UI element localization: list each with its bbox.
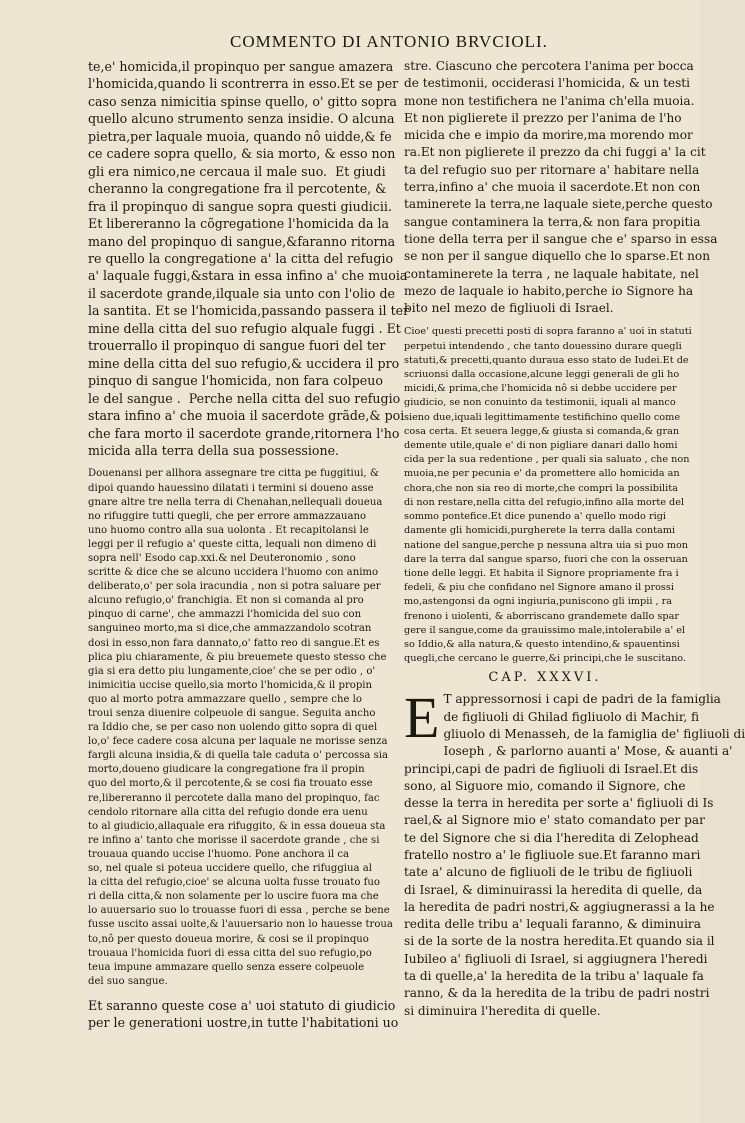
text-line: sopra nell' Esodo cap.xxi.& nel Deuteronomio , sono [88, 552, 356, 564]
text-line: si diminuira l'heredita di quelle. [404, 1003, 601, 1018]
text-line: ta di quelle,a' la heredita de la tribu a' laquale fa [404, 969, 704, 984]
text-line: mano del propinquo di sangue,&faranno ritorna [88, 233, 396, 249]
text-line: Ioseph , & parlorno auanti a' Mose, & auanti a' [443, 744, 733, 759]
text-line: trouerrallo il propinquo di sangue fuori del ter [88, 338, 386, 354]
text-line: terra,infino a' che muoia il sacerdote.Et non con [404, 180, 701, 195]
text-line: pietra,per laquale muoia, quando nô uidde,& fe [88, 128, 392, 144]
text-line: T appressornosi i capi de padri de la famiglia [443, 692, 721, 707]
text-line: cosa certa. Et seuera legge,& giusta si comanda,& gran [404, 425, 680, 437]
text-line: alcuno refugio,o' franchigia. Et non si comanda al pro [88, 595, 364, 607]
right-column [404, 58, 745, 1068]
text-line: ra.Et non piglierete il prezzo da chi fuggi a' la cit [404, 145, 706, 160]
right-commentary-text [404, 325, 692, 666]
left-scripture-text [88, 58, 410, 459]
text-line: trouaua quando uccise l'huomo. Pone anchora il ca [88, 848, 350, 860]
chapter-heading: CAP. XXXVI. [488, 670, 602, 686]
text-line: so Iddio,& alla natura,& questo intendino,& spauentinsi [404, 638, 680, 650]
text-line: di non restare,nella citta del refugio,infino alla morte del [404, 496, 685, 508]
text-line: la santita. Et se l'homicida,passando passera il ter [88, 303, 410, 319]
text-line: fedeli, & piu che confidano nel Signore amano il prossi [404, 582, 674, 594]
text-line: contaminerete la terra , ne laquale habitate, nel [404, 266, 699, 281]
text-line: Cioe' questi precetti posti di sopra faranno a' uoi in statuti [404, 326, 692, 338]
text-line: caso senza nimicitia spinse quello, o' gitto sopra [88, 93, 397, 109]
text-line: pinquo di sangue l'homicida, non fara colpeuo [88, 373, 383, 389]
right-scripture-text [404, 58, 718, 317]
text-line: dipoi quando hauessino dilatati i termini si doueno asse [88, 482, 374, 494]
text-line: quo del morto,& il percotente,& se cosi fia trouato esse [88, 778, 373, 790]
text-line: to,nô per questo doueua morire, & cosi se il propinquo [88, 933, 369, 945]
text-line: dosi in esso,non fara dannato,o' fatto reo di sangue.Et es [88, 637, 380, 649]
text-line: statuti,& precetti,quanto duraua esso stato de Iudei.Et de [404, 354, 689, 366]
text-line: troui senza diuenire colpeuole di sangue. Seguita ancho [88, 708, 376, 720]
text-line: Et saranno queste cose a' uoi statuto di giudicio [88, 997, 396, 1013]
text-line: rael,& al Signore mio e' stato comandato per par [404, 813, 705, 828]
text-line: lo,o' fece cadere cosa alcuna per laquale ne morisse senza [88, 736, 388, 748]
text-line: sono, al Siguore mio, comando il Signore, che [404, 778, 686, 793]
running-title: COMMENTO DI ANTONIO BRVCIOLI. [230, 32, 548, 51]
text-line: damente gli homicidi,purgherete la terra dalla contami [404, 525, 676, 537]
text-line: stara infino a' che muoia il sacerdote grãde,& poi [88, 408, 405, 424]
left-closing-text [88, 997, 399, 1032]
text-line: cendolo ritornare alla citta del refugio donde era uenu [88, 806, 368, 818]
text-line: gnare altre tre nella terra di Chenahan,nellequali doueua [88, 496, 383, 508]
text-line: ri della citta,& non solamente per lo uscire fuora ma che [88, 891, 379, 903]
text-line: quo al morto potra ammazzare quello , sempre che lo [88, 693, 362, 705]
text-line: sieno due,iquali legittimamente testifichino quello come [404, 411, 681, 423]
text-line: so, nel quale si poteua uccidere quello, che rifuggiua al [88, 863, 373, 875]
text-line: il sacerdote grande,ilquale sia unto con l'olio de [88, 285, 396, 301]
text-line: muoia,ne per pecunia e' da promettere allo homicida an [404, 468, 680, 480]
text-line: redita delle tribu a' lequali faranno, & diminuira [404, 917, 701, 932]
text-line: mo,astengonsi da ogni ingiuria,puniscono gli impii , ra [404, 596, 673, 608]
text-line: Douenansi per allhora assegnare tre citta pe fuggitiui, & [88, 468, 379, 480]
text-line: te,e' homicida,il propinquo per sangue amazera [88, 59, 394, 74]
text-line: di Israel, & diminuirassi la heredita di quelle, da [404, 882, 703, 897]
text-line: sanguineo morto,ma si dice,che ammazzandolo scotran [88, 623, 372, 635]
text-line: le del sangue . Perche nella citta del suo refugio [88, 390, 401, 406]
text-line: se non per il sangue diquello che lo sparse.Et non [404, 249, 711, 264]
text-line: perpetui intendendo , che tanto douessino durare quegli [404, 340, 682, 352]
text-line: tione delle leggi. Et habita il Signore propriamente fra i [404, 567, 679, 579]
text-line: per le generationi uostre,in tutte l'habitationi uo [88, 1015, 399, 1031]
text-line: ra Iddio che, se per caso non uolendo gitto sopra di quel [88, 722, 378, 734]
text-line: natione del sangue,perche p nessuna altra uia si puo mon [404, 539, 689, 551]
text-line: uno huomo contro alla sua uolonta . Et recapitolansi le [88, 524, 369, 536]
text-line: quegli,che cercano le guerre,&i principi,che le suscitano. [404, 653, 687, 665]
text-line: l'homicida,quando li scontrerra in esso.Et se per [88, 76, 399, 92]
text-line: scritte & dice che se alcuno uccidera l'huomo con animo [88, 567, 379, 579]
text-line: Iubileo a' figliuoli di Israel, si aggiugnera l'heredi [404, 951, 708, 966]
text-line: tione della terra per il sangue che e' sparso in essa [404, 231, 718, 246]
chapter-lines [404, 685, 745, 1020]
text-line: la heredita de padri nostri,& aggiugnerassi a la he [404, 899, 715, 914]
text-line: fusse uscito assai uolte,& l'auuersario non lo hauesse troua [88, 919, 393, 931]
text-line: frenono i uiolenti, & aborriscano grandemete dallo spar [404, 610, 680, 622]
text-line: leggi per il refugio a' queste citta, lequali non dimeno di [88, 538, 377, 550]
text-line: del suo sangue. [88, 975, 168, 987]
text-line: pinquo di carne', che ammazzi l'homicida del suo con [88, 609, 362, 621]
text-line: de figliuoli di Ghilad figliuolo di Machir, fi [443, 709, 700, 724]
text-line: te del Signore che si dia l'heredita di Zelophead [404, 830, 699, 845]
text-line: fra il propinquo di sangue sopra questi giudicii. [88, 198, 392, 214]
text-line: scriuonsi dalla occasione,alcune leggi generali de gli ho [404, 369, 680, 381]
left-commentary-text [88, 467, 393, 988]
text-line: re quello la congregatione a' la citta del refugio [88, 250, 394, 266]
text-line: de testimonii, occiderasi l'homicida, & un testi [404, 76, 691, 91]
chapter-text [404, 685, 745, 1020]
text-line: chora,che non sia reo di morte,che compri la possibilita [404, 482, 678, 494]
text-line: fratello nostro a' le figliuole sue.Et faranno mari [404, 848, 701, 862]
text-line: trouaua l'homicida fuori di essa citta del suo refugio,po [88, 947, 372, 959]
text-line: mone non testifichera ne l'anima ch'ella muoia. [404, 93, 695, 108]
text-line: a' laquale fuggi,&stara in essa infino a' che muoia [88, 268, 408, 284]
text-line: Et libereranno la cõgregatione l'homicida da la [88, 216, 390, 232]
text-line: re infino a' tanto che morisse il sacerdote grande , che si [88, 834, 380, 846]
text-line: micidi,& prima,che l'homicida nô si debbe uccidere per [404, 383, 677, 395]
text-line: gli era nimico,ne cercaua il male suo. Et giudi [88, 163, 386, 179]
text-line: tate a' alcuno de figliuoli de le tribu de figliuoli [404, 865, 693, 880]
text-line: ranno, & da la heredita de la tribu de padri nostri [404, 986, 710, 1001]
text-line: gia si era detto piu lungamente,cioe' che se per odio , o' [88, 665, 376, 677]
text-line: sommo pontefice.Et dice punendo a' quello modo rigi [404, 511, 666, 523]
text-line: desse la terra in heredita per sorte a' figliuoli di Is [404, 796, 714, 811]
left-column [88, 58, 410, 1068]
text-line: demente utile,quale e' di non pigliare danari dallo homi [404, 440, 678, 452]
text-line: deliberato,o' per sola iracundia , non si potra saluare per [88, 581, 381, 593]
text-line: gere il sangue,come da grauissimo male,intolerabile a' el [404, 624, 686, 636]
drop-cap-initial: E [404, 685, 440, 751]
text-line: mine della citta del suo refugio,& uccidera il pro [88, 355, 400, 371]
text-line: micida alla terra della sua possessione. [88, 442, 340, 458]
text-line: Et non piglierete il prezzo per l'anima de l'ho [404, 110, 682, 125]
text-line: to al giudicio,allaquale era rifuggito, & in essa doueua sta [88, 820, 386, 832]
text-line: principi,capi de padri de figliuoli di Israel.Et dis [404, 761, 699, 776]
text-line: ta del refugio suo per ritornare a' habitare nella [404, 162, 700, 177]
text-line: cheranno la congregatione fra il percotente, & [88, 181, 387, 197]
text-line: la citta del refugio,cioe' se alcuna uolta fusse trouato fuo [88, 877, 380, 889]
text-line: teua impune ammazare quello senza essere colpeuole [88, 961, 365, 973]
text-line: plica piu chiaramente, & piu breuemete questo stesso che [88, 651, 387, 663]
text-line: ce cadere sopra quello, & sia morto, & esso non [88, 146, 396, 162]
text-line: re,libereranno il percotete dalla mano del propinquo, fac [88, 792, 380, 804]
text-line: cida per la sua redentione , per quali sia saluato , che non [404, 454, 690, 466]
text-line: giudicio, se non conuinto da testimonii, iquali al manco [404, 397, 676, 409]
text-line: stre. Ciascuno che percotera l'anima per bocca [404, 59, 694, 73]
text-line: inimicitia uccise quello,sia morto l'homicida,& il propin [88, 679, 373, 691]
text-line: lo auuersario suo lo trouasse fuori di essa , perche se bene [88, 905, 390, 917]
text-line: bito nel mezo de figliuoli di Israel. [404, 301, 614, 316]
text-line: taminerete la terra,ne laquale siete,perche questo [404, 197, 713, 212]
text-line: fargli alcuna insidia,& di quella tale caduta o' percossa sia [88, 750, 389, 762]
text-line: si de la sorte de la nostra heredita.Et quando sia il [404, 934, 715, 949]
text-line: no rifuggire tutti quegli, che per errore ammazzauano [88, 510, 367, 522]
text-line: quello alcuno strumento senza insidie. O alcuna [88, 111, 395, 127]
text-line: dare la terra dal sangue sparso, fuori che con la osseruan [404, 553, 688, 565]
text-line: micida che e impio da morire,ma morendo mor [404, 128, 693, 143]
text-line: mezo de laquale io habito,perche io Signore ha [404, 283, 694, 298]
text-line: morto,doueno giudicare la congregatione fra il propin [88, 764, 365, 776]
text-line: sangue contaminera la terra,& non fara propitia [404, 214, 701, 229]
text-line: gliuolo di Menasseh, de la famiglia de' figliuoli di [443, 726, 745, 741]
text-line: mine della citta del suo refugio alquale fuggi . Et [88, 320, 401, 336]
text-line: che fara morto il sacerdote grande,ritornera l'ho [88, 425, 400, 441]
